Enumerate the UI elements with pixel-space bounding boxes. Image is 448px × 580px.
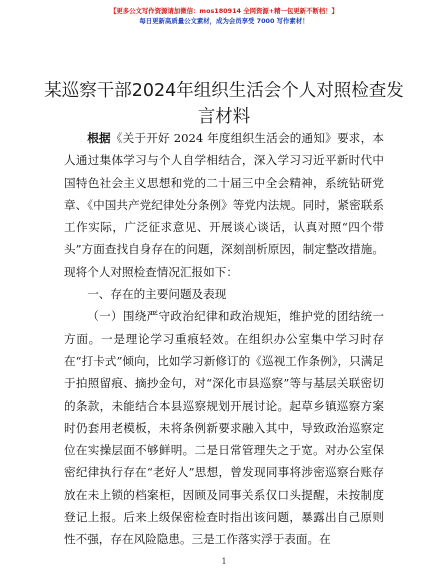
banner-line-1: 【更多公文写作资源请加微信：mos180914 全网资源+精一包更新不断档！】 [109, 7, 339, 15]
intro-lead: 根据 [87, 131, 111, 145]
intro-paragraph [64, 127, 384, 283]
section-heading: 一、存在的主要问题及表现 [87, 287, 227, 302]
document-body [64, 127, 384, 551]
intro-text: 《关于开好 2024 年度组织生活会的通知》要求，本人通过集体学习与个人自学相结合，深入学习习近平新时代中国特色社会主义思想和党的二十届三中全会精神，系统钻研党章、《中国共产党纪律处分条例》等党内法规。同时，紧密联系工作实际，广泛征求意见、开展谈心谈话，认真对照“四个带头”方面查找自身存在的问题，深刻剖析原因，制定整改措施。现将个人对照检查情况汇报如下： [64, 131, 384, 279]
page-number: 1 [221, 557, 227, 566]
resource-banner [0, 6, 448, 26]
banner-line-2: 每日更新高质量公文素材，成为会员享受 7000 写作素材！ [139, 17, 309, 25]
document-title: 某巡察干部2024年组织生活会个人对照检查发言材料 [44, 81, 404, 127]
body-paragraph: （一）围绕严守政治纪律和政治规矩，维护党的团结统一方面。一是理论学习重痕轻效。在组织办公室集中学习时存在“打卡式”倾向，比如学习新修订的《巡视工作条例》，只满足于拍照留痕、摘抄金句，对“深化市县巡察”等与基层关联密切的条款，未能结合本县巡察规划开展讨论。起草乡镇巡察方案时仍套用老模板，未将条例新要求融入其中，导致政治巡察定位在实操层面不够鲜明。二是日常管理失之于宽。对办公室保密纪律执行存在“老好人”思想，曾发现同事将涉密巡察台账存放在未上锁的档案柜，因顾及同事关系仅口头提醒，未按制度登记上报。后来上级保密检查时指出该问题，暴露出自己原则性不强，存在风险隐患。三是工作落实浮于表面。在 [64, 309, 384, 547]
